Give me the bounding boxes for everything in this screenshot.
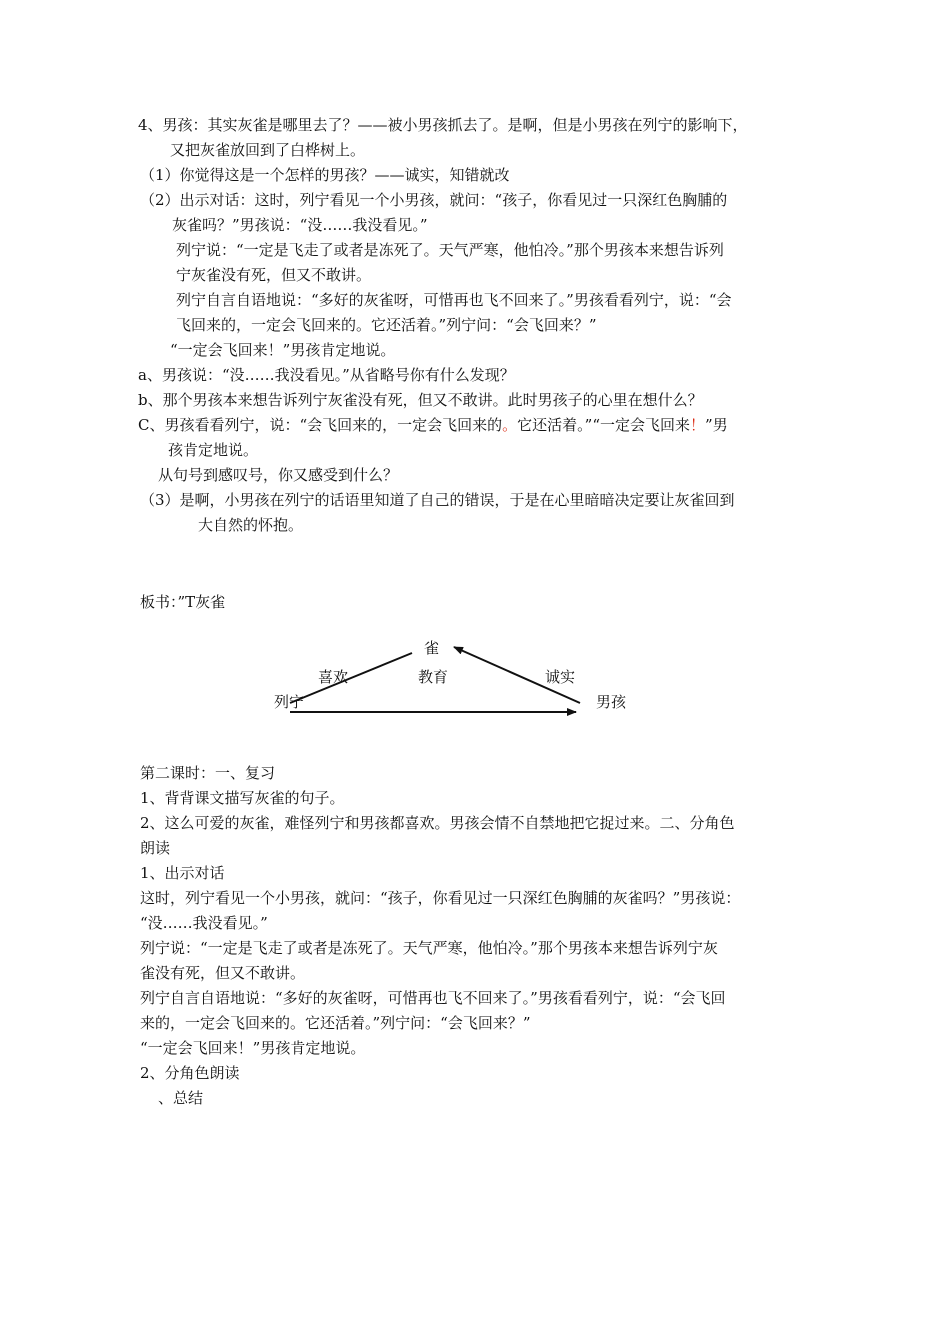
- label-honest: 诚实: [545, 668, 576, 686]
- point-c-line2: 孩肯定地说。: [168, 441, 259, 459]
- exclamation-mark: ！: [690, 416, 706, 434]
- period-to-exclamation: 从句号到感叹号，你又感受到什么？: [158, 466, 399, 484]
- node-sparrow: 雀: [424, 639, 440, 657]
- node-lenin: 列宁: [274, 693, 305, 711]
- dialogue-1-line1: 这时，列宁看见一个小男孩，就问：“孩子，你看见过一只深红色胸脯的灰雀吗？”男孩说：: [140, 889, 741, 907]
- question-2-line7: “一定会飞回来！”男孩肯定地说。: [170, 341, 396, 359]
- question-2-line3: 列宁说：“一定是飞走了或者是冻死了。天气严寒，他怕冷。”那个男孩本来想告诉列: [176, 241, 724, 259]
- dialogue-2-line1: 列宁说：“一定是飞走了或者是冻死了。天气严寒，他怕冷。”那个男孩本来想告诉列宁灰: [140, 939, 718, 957]
- item4-line2: 又把灰雀放回到了白桦树上。: [170, 141, 366, 159]
- question-2-line2: 灰雀吗？”男孩说：“没……我没看见。”: [172, 216, 428, 234]
- dialogue-3-line1: 列宁自言自语地说：“多好的灰雀呀，可惜再也飞不回来了。”男孩看看列宁，说：“会飞回: [140, 989, 726, 1007]
- point-b: b、那个男孩本来想告诉列宁灰雀没有死，但又不敢讲。此时男孩子的心里在想什么？: [138, 391, 703, 409]
- point-c-line1: [138, 415, 728, 435]
- node-boy: 男孩: [596, 693, 627, 711]
- lesson2-item3: 1、出示对话: [140, 864, 225, 882]
- question-2-line5: 列宁自言自语地说：“多好的灰雀呀，可惜再也飞不回来了。”男孩看看列宁，说：“会: [176, 291, 732, 309]
- point-c-part1: C、男孩看看列宁，说：“会飞回来的，一定会飞回来的: [138, 416, 503, 434]
- dialogue-4: “一定会飞回来！”男孩肯定地说。: [140, 1039, 366, 1057]
- question-2-line1: （2）出示对话：这时，列宁看见一个小男孩，就问：“孩子，你看见过一只深红色胸脯的: [140, 191, 728, 209]
- point-c-part3: ”男: [705, 416, 728, 434]
- label-educate: 教育: [418, 668, 449, 686]
- question-3-line1: （3）是啊，小男孩在列宁的话语里知道了自己的错误，于是在心里暗暗决定要让灰雀回到: [140, 491, 735, 509]
- question-2-line6: 飞回来的，一定会飞回来的。它还活着。”列宁问：“会飞回来？”: [176, 316, 597, 334]
- lesson2-item4: 2、分角色朗读: [140, 1064, 240, 1082]
- dialogue-1-line2: “没……我没看见。”: [140, 914, 268, 932]
- lesson2-item1: 1、背背课文描写灰雀的句子。: [140, 789, 345, 807]
- period-mark: 。: [502, 416, 518, 434]
- question-1: （1）你觉得这是一个怎样的男孩？——诚实，知错就改: [140, 166, 510, 184]
- dialogue-3-line2: 来的，一定会飞回来的。它还活着。”列宁问：“会飞回来？”: [140, 1014, 531, 1032]
- edge-like: [290, 653, 412, 703]
- lesson2-item2-line1: 2、这么可爱的灰雀，难怪列宁和男孩都喜欢。男孩会情不自禁地把它捉过来。二、分角色: [140, 814, 735, 832]
- lesson2-summary: 、总结: [158, 1089, 204, 1107]
- lesson2-title: 第二课时：一、复习: [140, 764, 276, 782]
- blackboard-title: 板书：”T灰雀: [140, 593, 226, 611]
- question-3-line2: 大自然的怀抱。: [198, 516, 304, 534]
- dialogue-2-line2: 雀没有死，但又不敢讲。: [140, 964, 306, 982]
- lesson2-item2-line2: 朗读: [140, 839, 171, 857]
- point-c-part2: 它还活着。”“一定会飞回来: [517, 416, 691, 434]
- blackboard-diagram: [260, 635, 640, 725]
- question-2-line4: 宁灰雀没有死，但又不敢讲。: [176, 266, 372, 284]
- item4-line1: 4、男孩：其实灰雀是哪里去了？——被小男孩抓去了。是啊，但是小男孩在列宁的影响下，: [138, 116, 748, 134]
- label-like: 喜欢: [318, 668, 349, 686]
- point-a: a、男孩说：“没……我没看见。”从省略号你有什么发现？: [138, 366, 515, 384]
